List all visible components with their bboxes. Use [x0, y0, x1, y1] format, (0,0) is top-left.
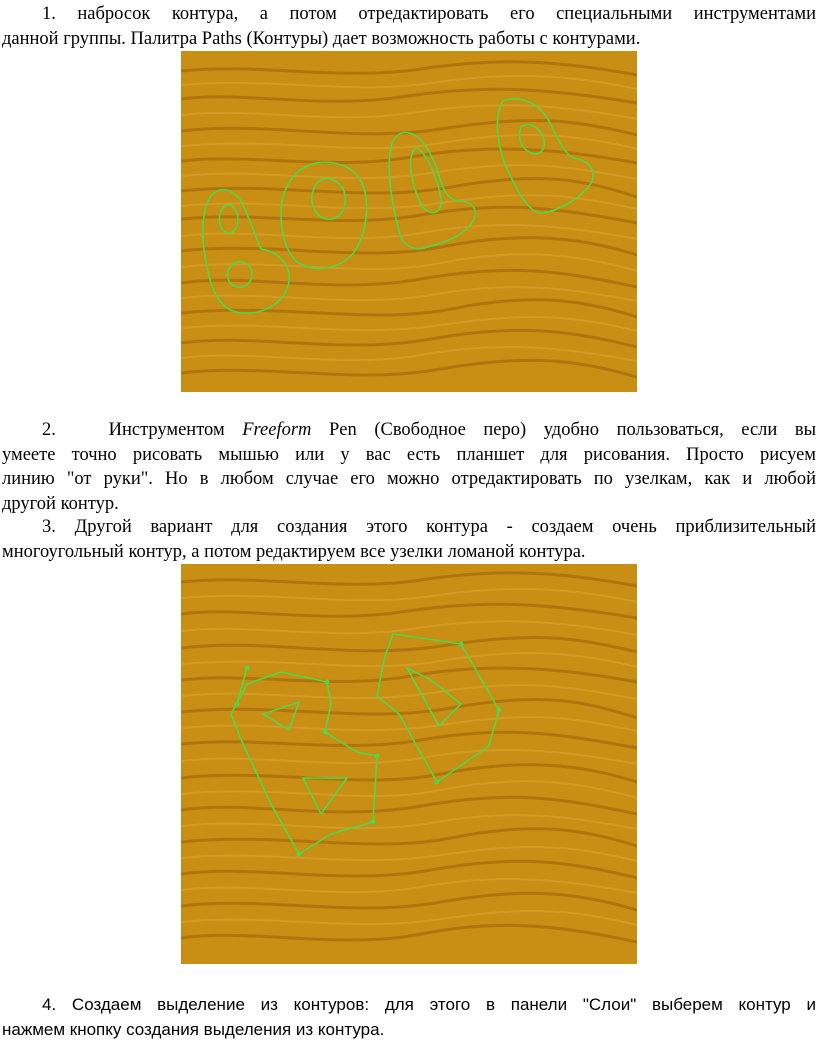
wood-image-freeform-path	[181, 51, 637, 392]
item-2-line-1	[2, 418, 816, 443]
paragraph-item-2	[2, 418, 816, 516]
item-2-line-2: умеете точно рисовать мышью или у вас есть планшет для рисования. Просто рисуем	[2, 444, 816, 465]
item-2-line-4: другой контур.	[2, 493, 119, 514]
item-4-line-2: нажмем кнопку создания выделения из контура.	[2, 1019, 385, 1039]
item-2-number: 2.	[42, 420, 56, 440]
item-2-post-text: Pen (Свободное перо) удобно пользоваться, если вы	[329, 420, 816, 440]
item-2-italic-term: Freeform	[242, 420, 312, 440]
item-2-pre-text: Инструментом	[108, 420, 225, 440]
paragraph-item-3	[2, 515, 816, 564]
wood-image-polygon-path	[181, 564, 637, 964]
item-3-line-1: 3. Другой вариант для создания этого контура - создаем очень приблизительный	[42, 517, 816, 537]
paragraph-item-4	[2, 993, 816, 1042]
paragraph-item-1	[2, 2, 816, 51]
item-4-line-1: 4. Создаем выделение из контуров: для этого в панели "Слои" выберем контур и	[42, 995, 816, 1014]
item-2-line-3: линию "от руки". Но в любом случае его можно отредактировать по узелкам, как и любой	[2, 469, 816, 489]
wood-texture-svg-2	[181, 564, 637, 964]
item-1-line-2: данной группы. Палитра Paths (Контуры) дает возможность работы с контурами.	[2, 28, 641, 49]
item-3-line-2: многоугольный контур, а потом редактируем все узелки ломаной контура.	[2, 541, 586, 562]
wood-texture-svg-1	[181, 51, 637, 392]
item-1-line-1: 1. набросок контура, а потом отредактировать его специальными инструментами	[42, 4, 816, 24]
